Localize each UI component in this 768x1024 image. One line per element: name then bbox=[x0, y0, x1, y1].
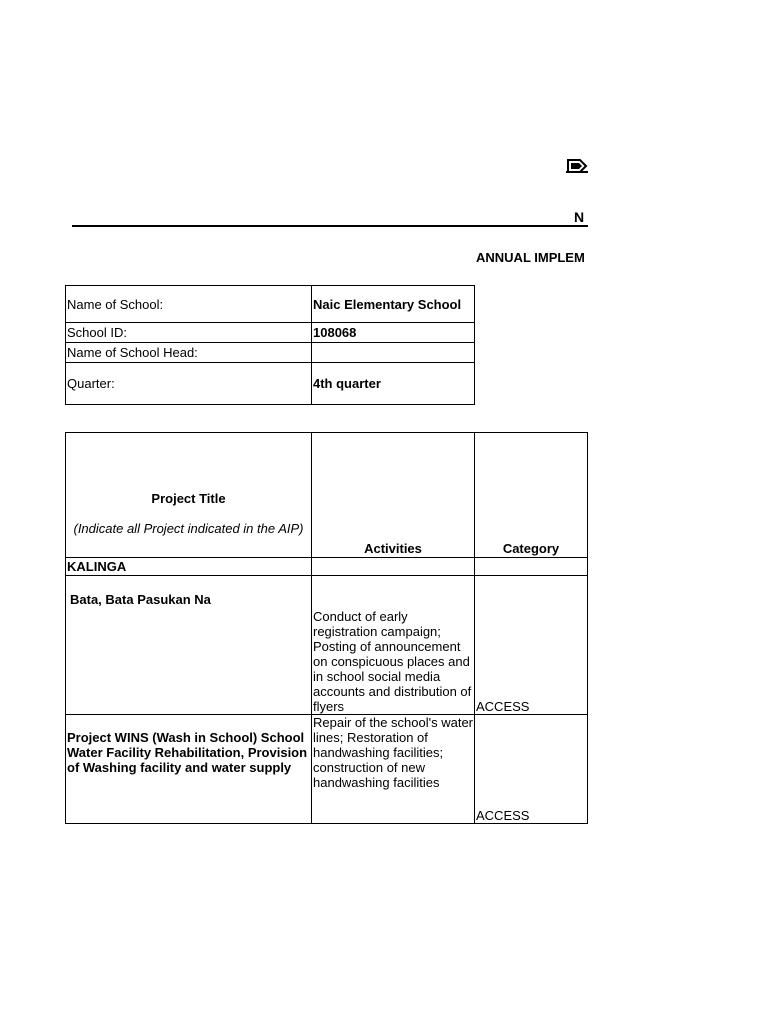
group-category-empty bbox=[475, 558, 588, 576]
info-row-head bbox=[66, 343, 475, 363]
table-row bbox=[66, 715, 588, 824]
category-header: Category bbox=[475, 433, 588, 558]
category-cell: ACCESS bbox=[475, 715, 588, 824]
deped-logo-icon bbox=[566, 158, 588, 174]
school-name-label: Name of School: bbox=[66, 286, 312, 323]
table-row bbox=[66, 576, 588, 715]
info-row-quarter bbox=[66, 363, 475, 405]
header-rule bbox=[72, 225, 588, 227]
header-row bbox=[66, 433, 588, 558]
school-name-value: Naic Elementary School bbox=[312, 286, 475, 323]
group-row bbox=[66, 558, 588, 576]
header-fragment: N bbox=[574, 209, 585, 225]
info-row-name bbox=[66, 286, 475, 323]
school-head-value bbox=[312, 343, 475, 363]
activities-header: Activities bbox=[312, 433, 475, 558]
project-title-cell: Project WINS (Wash in School) School Water Facility Rehabilitation, Provision of Washing facility and water supply bbox=[66, 715, 312, 824]
group-label: KALINGA bbox=[66, 558, 312, 576]
school-id-value: 108068 bbox=[312, 323, 475, 343]
school-id-label: School ID: bbox=[66, 323, 312, 343]
project-title-heading: Project Title bbox=[151, 491, 226, 506]
project-title-note: (Indicate all Project indicated in the AIP) bbox=[73, 521, 304, 536]
implementation-table bbox=[65, 432, 588, 824]
school-info-table bbox=[65, 285, 475, 405]
activities-cell: Repair of the school's water lines; Restoration of handwashing facilities; construction of new handwashing facilities bbox=[312, 715, 475, 824]
document-title: ANNUAL IMPLEM bbox=[476, 250, 585, 265]
quarter-value: 4th quarter bbox=[312, 363, 475, 405]
category-cell: ACCESS bbox=[475, 576, 588, 715]
group-activities-empty bbox=[312, 558, 475, 576]
info-row-id bbox=[66, 323, 475, 343]
school-head-label: Name of School Head: bbox=[66, 343, 312, 363]
quarter-label: Quarter: bbox=[66, 363, 312, 405]
project-title-cell: Bata, Bata Pasukan Na bbox=[66, 576, 312, 715]
activities-cell: Conduct of early registration campaign; Posting of announcement on conspicuous places and in school social media accounts and distribution of flyers bbox=[312, 576, 475, 715]
project-title-header bbox=[66, 433, 312, 558]
